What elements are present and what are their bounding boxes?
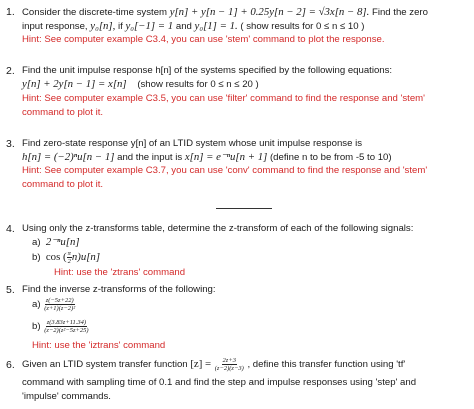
problem-4-b-signal: n)u[n] [71,251,101,264]
problem-4-part-a [32,236,80,249]
problem-6-number: 6. [6,359,15,371]
problem-4-part-b [32,250,100,265]
problem-5-part-a [32,297,76,312]
problem-5-b-denominator: (z−2)(z²−5z+25) [44,327,89,334]
section-divider [216,208,272,209]
problem-1-text-end: Find the zero [369,7,428,18]
problem-1-text: Consider the discrete-time system [22,7,170,18]
problem-1-hint: Hint: See computer example C3.4, you can use 'stem' command to plot the response. [22,34,385,45]
problem-5-hint: Hint: use the 'iztrans' command [32,340,166,351]
problem-3-hint-1: Hint: See computer example C3.7, you can use 'conv' command to find the response and 'stem' [22,165,428,176]
problem-3-input: x[n] = e⁻ⁿu[n + 1] [184,151,268,163]
problem-5-b-label: b) [32,321,41,333]
problem-2-hint-2: command to plot it. [22,107,104,118]
problem-5-number: 5. [6,284,15,296]
problem-6-numerator: 2z+3 [222,357,236,364]
problem-5-a-label: a) [32,299,41,311]
problem-4-line-1: Using only the z-transforms table, determine the z-transform of each of the following signals: [22,223,414,234]
problem-1-number: 1. [6,6,15,18]
problem-4-number: 4. [6,223,15,235]
problem-3-hint-2: command to plot it. [22,179,104,190]
problem-4-b-frac-num: π [67,250,71,257]
problem-4-b-frac-den: 2 [67,258,71,265]
problem-2-line-1: Find the unit impulse response h[n] of the systems specified by the following equations: [22,65,393,76]
problem-2-equation-line [22,78,259,91]
problem-1-text-2: input response, [22,21,91,32]
problem-6-fraction [214,357,245,372]
problem-6-line-2: command with sampling time of 0.1 and find the step and impulse responses using 'step' and [22,377,417,388]
problem-1-equation: y[n] + y[n − 1] + 0.25y[n − 2] = √3x[n − 8]. [169,6,370,18]
problem-4-b-cos: cos ( [45,251,67,264]
problem-5-a-denominator: (z+1)(z−2)² [44,305,76,312]
problem-3-number: 3. [6,138,15,150]
problem-5-part-b [32,319,90,334]
problem-6-text: Given an LTID system transfer function [22,359,191,371]
problem-1-and: and [173,21,195,32]
problem-5-b-numerator: z(3.83z+11.34) [46,319,87,326]
problem-3-text-mid: and the input is [114,152,185,163]
problem-2-hint-1: Hint: See computer example C3.5, you can use 'filter' command to find the response and 'stem' [22,93,426,104]
problem-5-a-fraction [43,297,76,312]
problem-5-b-fraction [43,319,89,334]
problem-1-eq-y0: y₀[n], [90,20,116,32]
problem-6-line-1 [22,357,405,372]
problem-3-line-1: Find zero-state response y[n] of an LTID system whose unit impulse response is [22,138,363,149]
problem-2-range: (show results for 0 ≤ n ≤ 20 ) [137,79,259,90]
problem-5-a-numerator: z(−5z+22) [45,297,74,304]
problem-1-line-2 [22,20,364,33]
problem-6-line-3: 'impulse' commands. [22,391,111,402]
problem-1-range: ( show results for 0 ≤ n ≤ 10 ) [237,21,365,32]
problem-6-denominator: (z−2)(z−3) [214,365,244,372]
problem-4-a-label: a) [32,237,41,248]
problem-4-a-signal: 2⁻ⁿu[n] [45,236,80,248]
problem-4-b-label: b) [32,252,41,264]
problem-3-impulse-response: h[n] = (−2)ⁿu[n − 1] [22,151,115,163]
problem-1-if: if [115,21,126,32]
problem-1-ic-1: y₀[−1] = 1 [125,20,174,32]
problem-2-number: 2. [6,65,15,77]
problem-3-line-2 [22,151,392,164]
problem-3-range: (define n to be from -5 to 10) [267,152,392,163]
problem-6-tf-lhs: [z] = [190,358,212,371]
problem-5-line-1: Find the inverse z-transforms of the following: [22,284,216,295]
problem-4-hint: Hint: use the 'ztrans' command [54,267,186,278]
problem-1-ic-2: y₀[1] = 1. [194,20,238,32]
problem-1-line-1 [22,6,428,19]
problem-6-text-end: , define this transfer function using 'tf' [247,359,406,371]
problem-2-equation: y[n] + 2y[n − 1] = x[n] [22,78,127,90]
